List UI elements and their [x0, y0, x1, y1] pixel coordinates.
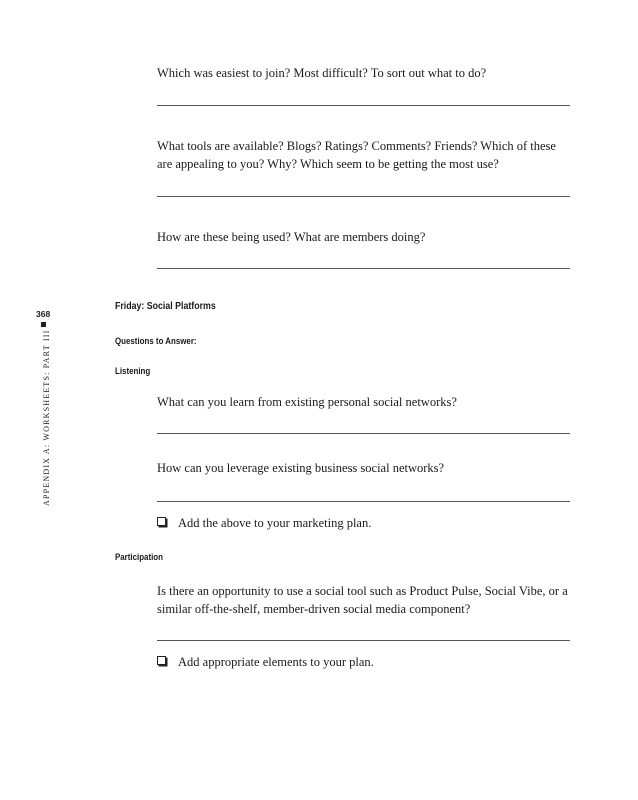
checklist-label: Add the above to your marketing plan. — [178, 516, 372, 530]
checklist-label: Add appropriate elements to your plan. — [178, 655, 374, 669]
answer-line — [157, 640, 570, 641]
checkbox-icon[interactable] — [157, 656, 166, 665]
listening-heading: Listening — [115, 366, 151, 376]
participation-heading: Participation — [115, 552, 163, 562]
question-easiest-to-join: Which was easiest to join? Most difficult? To sort out what to do? — [157, 66, 487, 80]
question-business-networks: How can you leverage existing business social networks? — [157, 461, 445, 475]
answer-line — [157, 196, 570, 197]
checklist-item-marketing-plan[interactable] — [157, 514, 371, 532]
checkbox-icon[interactable] — [157, 517, 166, 526]
answer-line — [157, 501, 570, 502]
page-number: 368 — [36, 309, 51, 319]
section-subtitle: Questions to Answer: — [115, 336, 197, 346]
question-how-used: How are these being used? What are members doing? — [157, 230, 426, 244]
section-title: Friday: Social Platforms — [115, 301, 216, 312]
page-number-marker — [41, 322, 46, 327]
question-social-tool: Is there an opportunity to use a social tool such as Product Pulse, Social Vibe, or a similar off-the-shelf, member-driven social media component? — [157, 584, 568, 616]
checklist-item-appropriate-elements[interactable] — [157, 653, 374, 671]
question-tools-available: What tools are available? Blogs? Ratings? Comments? Friends? Which of these are appealing to you? Why? Which seem to be getting the most use? — [157, 139, 556, 171]
answer-line — [157, 105, 570, 106]
answer-line — [157, 433, 570, 434]
question-personal-networks: What can you learn from existing personal social networks? — [157, 395, 457, 409]
answer-line — [157, 268, 570, 269]
running-head: APPENDIX A: WORKSHEETS: PART III — [42, 329, 51, 506]
